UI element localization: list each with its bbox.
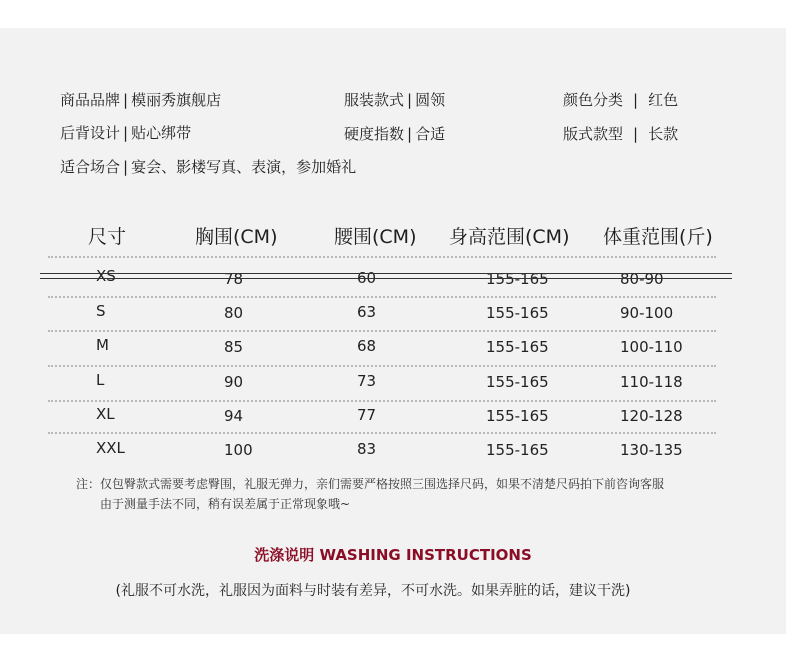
cell-waist: 73: [357, 372, 377, 390]
cell-size: XXL: [96, 439, 125, 457]
attr-label: 商品品牌: [60, 91, 121, 109]
cell-waist: 83: [357, 440, 377, 458]
row-divider: [48, 365, 716, 367]
cell-size: S: [96, 302, 106, 320]
attr-label: 版式款型: [563, 125, 624, 143]
cell-weight: 90-100: [620, 304, 674, 322]
cell-waist: 63: [357, 303, 377, 321]
cell-weight: 110-118: [620, 373, 683, 391]
attr-brand: [60, 89, 221, 110]
cell-size: XS: [96, 267, 116, 285]
cell-waist: 68: [357, 337, 377, 355]
attr-value: 合适: [415, 125, 446, 143]
attr-separator: |: [123, 124, 129, 142]
cell-weight: 120-128: [620, 407, 683, 425]
cell-size: XL: [96, 405, 115, 423]
attr-value: 宴会、影楼写真、表演，参加婚礼: [131, 158, 357, 176]
cell-size: L: [96, 371, 105, 389]
attr-value: 贴心绑带: [131, 124, 192, 142]
cell-weight: 80-90: [620, 270, 664, 288]
attr-color: [563, 89, 678, 110]
cell-bust: 94: [224, 407, 244, 425]
header-waist: 腰围(CM): [334, 226, 417, 248]
sizing-note-line-1: 注：仅包臀款式需要考虑臀围，礼服无弹力，亲们需要严格按照三围选择尺码，如果不清楚尺码拍下前咨询客服: [76, 477, 665, 491]
attr-separator: |: [123, 91, 129, 109]
cell-bust: 80: [224, 304, 244, 322]
strike-line: [40, 273, 732, 274]
attr-label: 服装款式: [344, 91, 405, 109]
cell-height: 155-165: [486, 304, 549, 322]
attr-label: 硬度指数: [344, 125, 405, 143]
attr-label: 颜色分类: [563, 91, 624, 109]
cell-waist: 60: [357, 269, 377, 287]
attr-separator: |: [633, 91, 639, 109]
header-weight: 体重范围(斤): [603, 226, 713, 248]
cell-size: M: [96, 336, 109, 354]
header-size: 尺寸: [88, 226, 127, 248]
attr-back-design: [60, 122, 191, 143]
cell-height: 155-165: [486, 270, 549, 288]
row-divider: [48, 400, 716, 402]
row-divider: [48, 256, 716, 258]
attr-label: 适合场合: [60, 158, 121, 176]
washing-title: 洗涤说明 WASHING INSTRUCTIONS: [254, 546, 532, 564]
attr-value: 模丽秀旗舰店: [131, 91, 222, 109]
header-bust: 胸围(CM): [195, 226, 278, 248]
cell-weight: 130-135: [620, 441, 683, 459]
row-divider: [48, 330, 716, 332]
washing-body: (礼服不可水洗，礼服因为面料与时装有差异，不可水洗。如果弄脏的话，建议干洗): [115, 583, 631, 599]
cell-bust: 90: [224, 373, 244, 391]
attr-value: 红色: [648, 91, 679, 109]
sizing-note-line-2: 由于测量手法不同，稍有误差属于正常现象哦~: [100, 497, 351, 511]
attr-value: 圆领: [415, 91, 446, 109]
attr-value: 长款: [648, 125, 679, 143]
attr-separator: |: [407, 125, 413, 143]
strike-line: [40, 278, 732, 279]
cell-bust: 85: [224, 338, 244, 356]
attr-style: [344, 89, 445, 110]
cell-height: 155-165: [486, 338, 549, 356]
attr-fit: [563, 123, 678, 144]
cell-bust: 100: [224, 441, 253, 459]
cell-bust: 78: [224, 270, 244, 288]
attr-hardness: [344, 123, 445, 144]
attr-occasion: [60, 156, 356, 177]
row-divider: [48, 296, 716, 298]
cell-height: 155-165: [486, 407, 549, 425]
attr-separator: |: [407, 91, 413, 109]
attr-label: 后背设计: [60, 124, 121, 142]
attr-separator: |: [123, 158, 129, 176]
cell-height: 155-165: [486, 441, 549, 459]
row-divider: [48, 432, 716, 434]
attr-separator: |: [633, 125, 639, 143]
cell-weight: 100-110: [620, 338, 683, 356]
cell-waist: 77: [357, 406, 377, 424]
cell-height: 155-165: [486, 373, 549, 391]
header-height: 身高范围(CM): [449, 226, 570, 248]
